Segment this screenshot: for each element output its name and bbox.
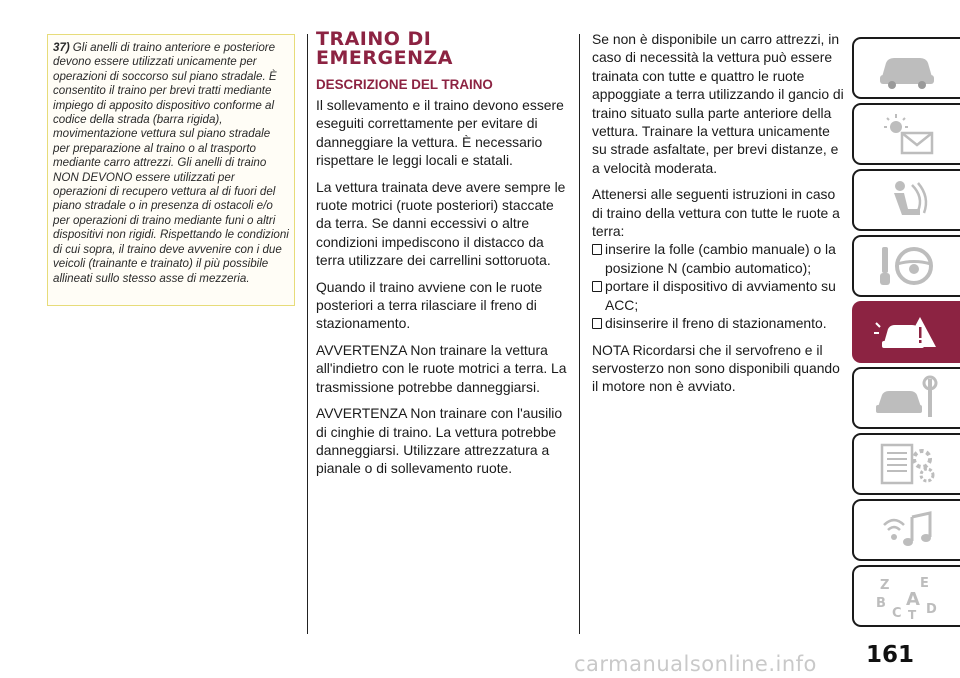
warning-paragraph: AVVERTENZA Non trainare la vettura all'indietro con le ruote motrici a terra. La trasmissione potrebbe danneggiarsi. xyxy=(316,341,567,395)
note-text: Gli anelli di traino anteriore e posteriore devono essere utilizzati unicamente per operazioni di soccorso sul piano stradale. È consentito il traino per brevi tratti mediante impiego di apposito dispositivo conforme al codice della strada (barra rigida), movimentazione vettura sul piano stradale per preparazione al traino o al trasporto mediante carro attrezzi. Gli anelli di traino NON DEVONO essere utilizzati per operazioni di recupero vettura al di fuori del piano stradale o in presenza di ostacoli e/o per operazioni di traino mediante funi o altri dispositivi non rigidi. Rispettando le condizioni di cui sopra, il traino deve avvenire con i due veicoli (trainante e trainato) il più possibile allineati sullo stesso asse di mezzeria. xyxy=(53,41,289,285)
paragraph: Il sollevamento e il traino devono essere eseguiti correttamente per evitare di danneggiare la vettura. È necessario rispettare le leggi locali e statali. xyxy=(316,97,564,169)
specifications-icon xyxy=(872,441,942,487)
emergency-car-icon xyxy=(872,309,942,355)
index-letter: C xyxy=(892,606,902,619)
index-letter: A xyxy=(906,589,920,610)
tab-specifications[interactable] xyxy=(852,433,960,495)
list-item xyxy=(592,240,844,277)
index-letter: E xyxy=(920,576,929,591)
paragraph: Attenersi alle seguenti istruzioni in caso di traino della vettura con tutte le ruote a terra: xyxy=(592,186,840,240)
warning-note xyxy=(47,34,295,306)
index-icon xyxy=(872,573,942,619)
bullet-icon xyxy=(592,244,602,255)
key-steering-wheel-icon xyxy=(872,243,942,289)
watermark: carmanualsonline.info xyxy=(574,652,817,676)
index-letter: B xyxy=(876,596,886,611)
bullet-icon xyxy=(592,318,602,329)
index-letter: Z xyxy=(880,578,890,593)
tab-emergency[interactable] xyxy=(852,301,960,363)
list-item xyxy=(592,277,844,314)
seat-safety-icon xyxy=(872,177,942,223)
tab-key-steering-wheel[interactable] xyxy=(852,235,960,297)
index-letter: D xyxy=(926,602,937,617)
paragraph: Quando il traino avviene con le ruote posteriori a terra rilasciare il freno di stazionamento. xyxy=(316,278,543,332)
paragraph: Se non è disponibile un carro attrezzi, in caso di necessità la vettura può essere trainata con tutte e quattro le ruote appoggiate a terra utilizzando il gancio di traino situato sulla parte anteriore della vettura. Trainare la vettura unicamente su strade asfaltate, per brevi distanze, e a velocità moderata. xyxy=(592,31,844,176)
multimedia-icon xyxy=(872,507,942,553)
note-number: 37) xyxy=(53,41,70,54)
tab-index[interactable] xyxy=(852,565,960,627)
list-item xyxy=(592,314,844,332)
car-wrench-icon xyxy=(872,375,942,421)
section-title-line1: TRAINO DI xyxy=(316,28,432,50)
tab-warning-lights[interactable] xyxy=(852,103,960,165)
section-subtitle: DESCRIZIONE DEL TRAINO xyxy=(316,77,493,92)
column-divider-1 xyxy=(307,34,308,634)
tab-car-wrench[interactable] xyxy=(852,367,960,429)
paragraph: La vettura trainata deve avere sempre le ruote motrici (ruote posteriori) staccate da terra. Se danni eccessivi o altre condizioni impediscono il distacco da terra utilizzare dei carrellini sottoruota. xyxy=(316,178,566,269)
page-number: 161 xyxy=(866,642,915,668)
warning-lights-icon xyxy=(872,111,942,157)
list-item-text: portare il dispositivo di avviamento su ACC; xyxy=(605,278,836,313)
right-column xyxy=(592,30,844,404)
section-title-line2: EMERGENZA xyxy=(316,47,453,69)
list-item-text: disinserire il freno di stazionamento. xyxy=(605,315,827,332)
index-letter: T xyxy=(908,608,917,619)
column-divider-2 xyxy=(579,34,580,634)
car-icon xyxy=(872,45,942,91)
middle-column xyxy=(316,30,572,486)
list-item-text: inserire la folle (cambio manuale) o la posizione N (cambio automatico); xyxy=(605,241,836,276)
warning-paragraph: AVVERTENZA Non trainare con l'ausilio di cinghie di traino. La vettura potrebbe danneggiarsi. Utilizzare attrezzatura a pianale o di sollevamento ruote. xyxy=(316,405,563,477)
bullet-icon xyxy=(592,281,602,292)
tab-car[interactable] xyxy=(852,37,960,99)
note-paragraph: NOTA Ricordarsi che il servofreno e il servosterzo non sono disponibili quando il motore non è avviato. xyxy=(592,341,840,395)
tab-seat-safety[interactable] xyxy=(852,169,960,231)
section-title xyxy=(316,30,572,68)
tab-multimedia[interactable] xyxy=(852,499,960,561)
